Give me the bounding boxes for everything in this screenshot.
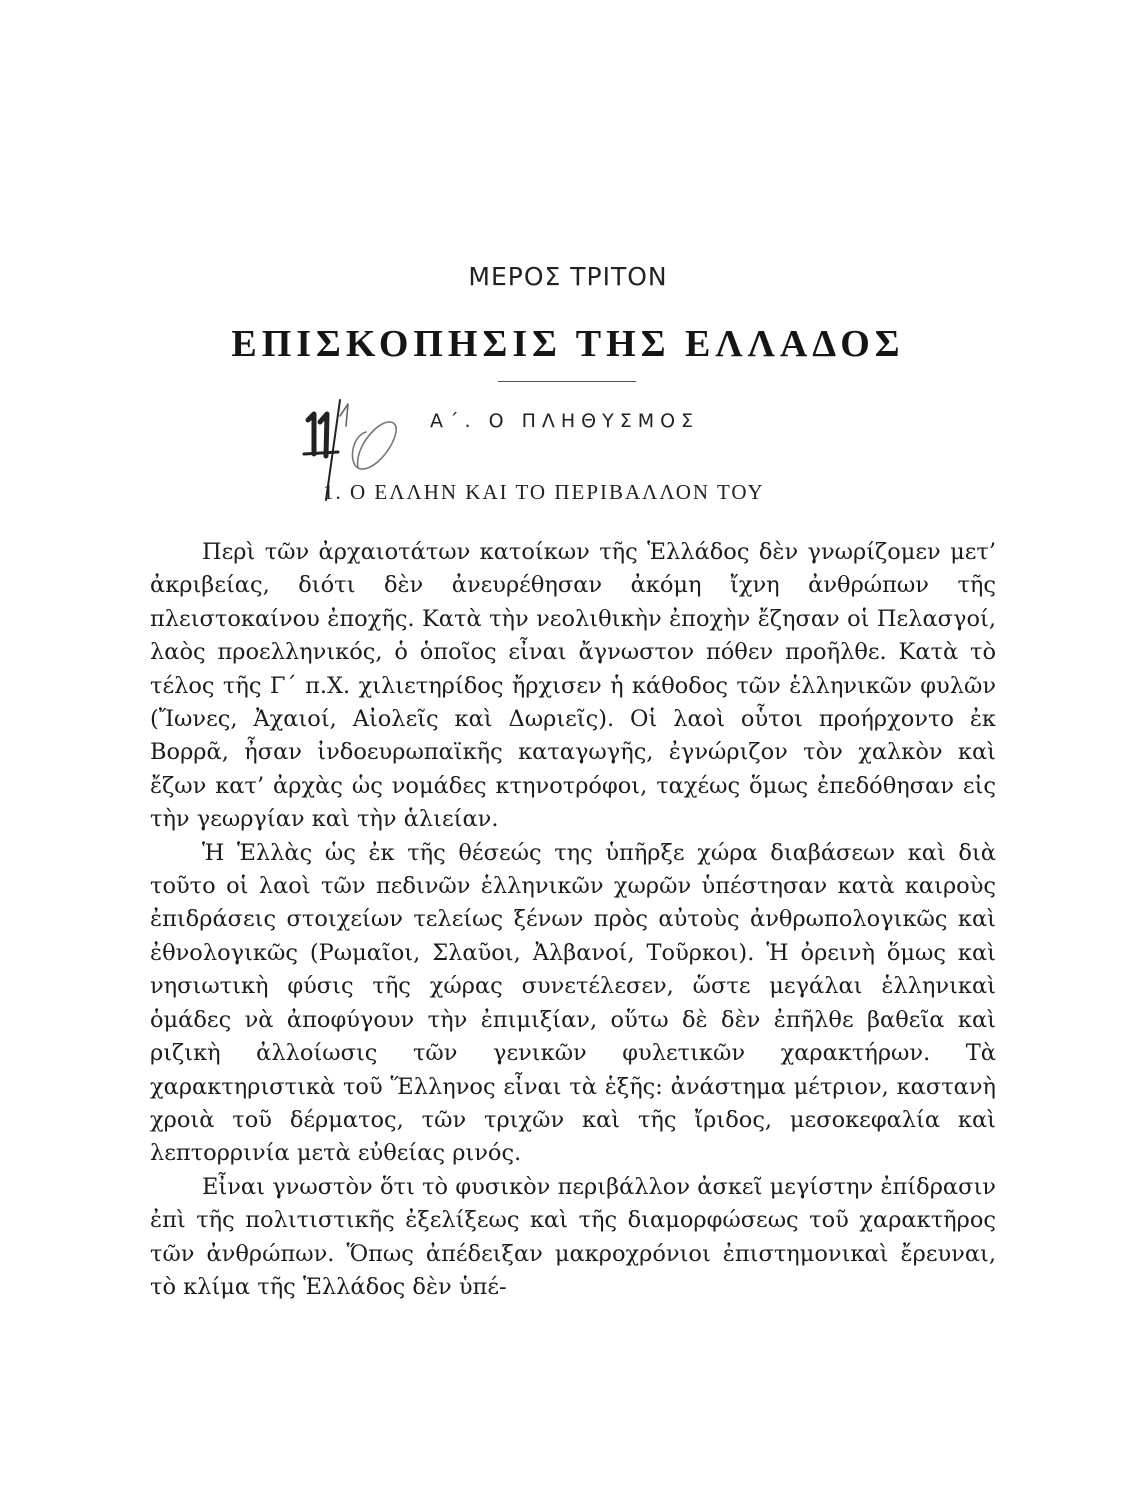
paragraph: Ἡ Ἑλλὰς ὡς ἐκ τῆς θέσεώς της ὑπῆρξε χώρα διαβάσεων καὶ διὰ τοῦτο οἱ λαοὶ τῶν πεδινῶν ἑλληνικῶν χωρῶν ὑπέστησαν κατὰ καιροὺς ἐπιδράσεις στοιχείων τελείως ξένων πρὸς αὐτοὺς ἀνθρωπολογικῶς καὶ ἐθνολογικῶς (Ρωμαῖοι, Σλαῦοι, Ἀλβανοί, Τοῦρκοι). Ἡ ὀρεινὴ ὅμως καὶ νησιωτικὴ φύσις τῆς χώρας συνετέλεσεν, ὥστε μεγάλαι ἑλληνικαὶ ὁμάδες νὰ ἀποφύγουν τὴν ἐπιμιξίαν, οὕτω δὲ δὲν ἐπῆλθε βαθεῖα καὶ ριζικὴ ἀλλοίωσις τῶν γενικῶν φυλετικῶν χαρακτήρων. Τὰ χαρακτηριστικὰ τοῦ Ἕλληνος εἶναι τὰ ἑξῆς: ἀνάστημα μέτριον, καστανὴ χροιὰ τοῦ δέρματος, τῶν τριχῶν καὶ τῆς ἴριδος, μεσοκεφαλία καὶ λεπτορρινία μετὰ εὐθείας ρινός. [150, 839, 996, 1167]
title-divider [498, 381, 636, 382]
page-title: ΕΠΙΣΚΟΠΗΣΙΣ ΤΗΣ ΕΛΛΑΔΟΣ [231, 323, 905, 365]
body-text [150, 536, 996, 1304]
subsection-heading: 1. Ο ΕΛΛΗΝ ΚΑΙ ΤΟ ΠΕΡΙΒΑΛΛΟΝ ΤΟΥ [323, 480, 765, 504]
paragraph: Περὶ τῶν ἀρχαιοτάτων κατοίκων τῆς Ἑλλάδος δὲν γνωρίζομεν μετ’ ἀκριβείας, διότι δὲν ἀνευρέθησαν ἀκόμη ἴχνη ἀνθρώπων τῆς πλειστοκαίνου ἐποχῆς. Κατὰ τὴν νεολιθικὴν ἐποχὴν ἔζησαν οἱ Πελασγοί, λαὸς προελληνικός, ὁ ὁποῖος εἶναι ἄγνωστον πόθεν προῆλθε. Κατὰ τὸ τέλος τῆς Γ΄ π.Χ. χιλιετηρίδος ἤρχισεν ἡ κάθοδος τῶν ἑλληνικῶν φυλῶν (Ἴωνες, Ἀχαιοί, Αἰολεῖς καὶ Δωριεῖς). Οἱ λαοὶ οὗτοι προήρχοντο ἐκ Βορρᾶ, ἦσαν ἰνδοευρωπαϊκῆς καταγωγῆς, ἐγνώριζον τὸν χαλκὸν καὶ ἔζων κατ’ ἀρχὰς ὡς νομάδες κτηνοτρόφοι, ταχέως ὅμως ἐπεδόθησαν εἰς τὴν γεωργίαν καὶ τὴν ἁλιείαν. [150, 539, 996, 833]
part-label: ΜΕΡΟΣ ΤΡΙΤΟΝ [468, 262, 668, 291]
paragraph: Εἶναι γνωστὸν ὅτι τὸ φυσικὸν περιβάλλον ἀσκεῖ μεγίστην ἐπίδρασιν ἐπὶ τῆς πολιτιστικῆς ἐξελίξεως καὶ τῆς διαμορφώσεως τοῦ χαρακτῆρος τῶν ἀνθρώπων. Ὅπως ἀπέδειξαν μακροχρόνιοι ἐπιστημονικαὶ ἔρευναι, τὸ κλίμα τῆς Ἑλλάδος δὲν ὑπέ- [150, 1173, 996, 1300]
section-heading: Α΄. Ο ΠΛΗΘΥΣΜΟΣ [430, 410, 700, 432]
